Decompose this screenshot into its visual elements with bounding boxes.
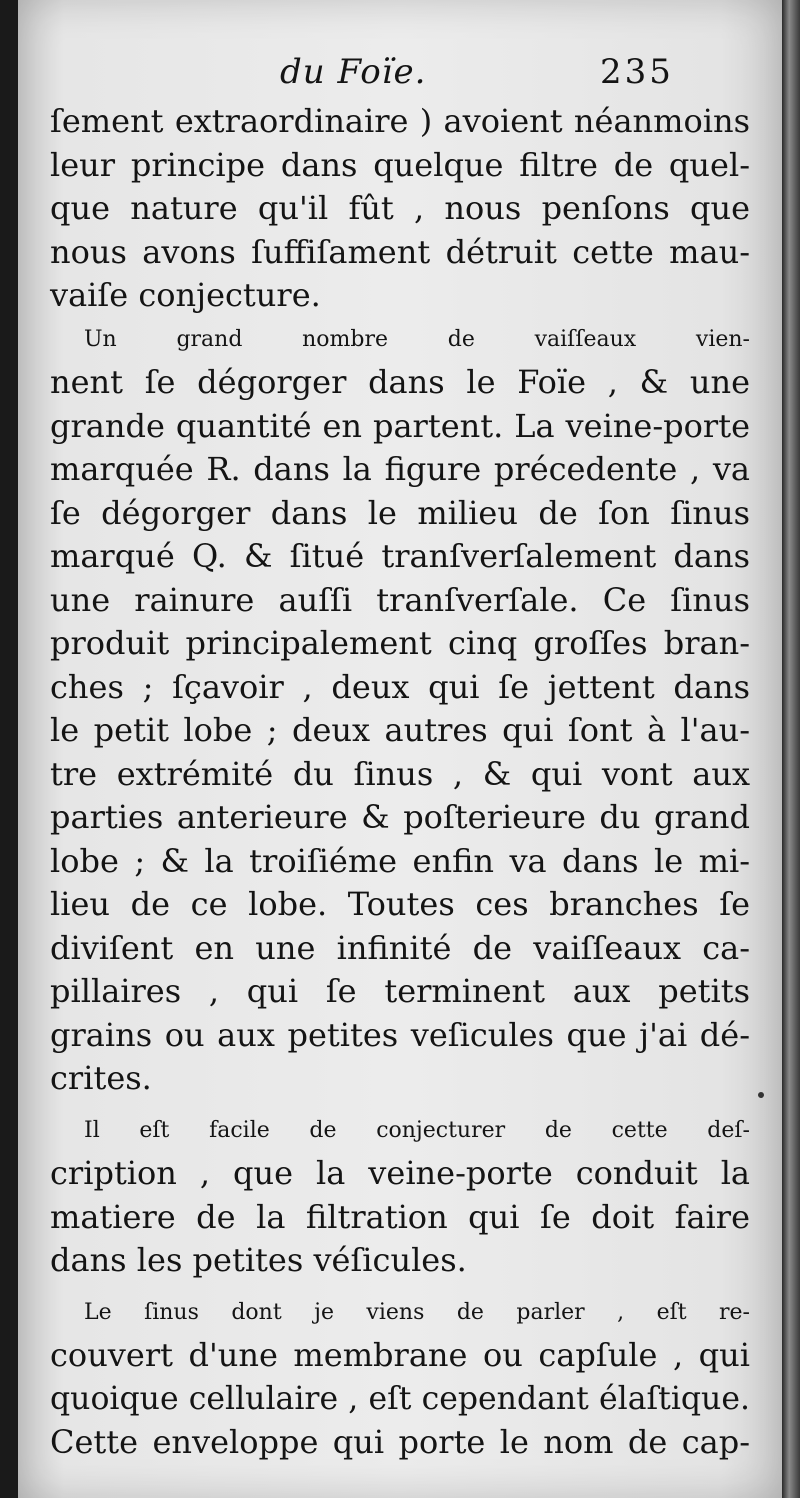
book-page	[18, 0, 782, 1498]
text-line: lieu de ce lobe. Toutes ces branches ſe	[50, 885, 750, 923]
text-line: lobe ; & la troiſiéme enfin va dans le mi-	[50, 841, 750, 880]
text-line: matiere de la filtration qui ſe doit faire	[50, 1197, 750, 1236]
ink-speck	[758, 1092, 764, 1098]
running-title: du Foïe.	[280, 52, 427, 92]
text-line: pillaires , qui ſe terminent aux petits	[50, 972, 750, 1010]
text-line: nous avons ſuffiſament détruit cette mau-	[50, 232, 750, 271]
paragraph	[50, 318, 750, 1101]
text-line: que nature qu'il fût , nous penſons que	[50, 189, 750, 227]
text-line: marquée R. dans la figure précedente , va	[50, 450, 750, 488]
text-line: vaiſe conjecture.	[50, 276, 321, 314]
text-line: grains ou aux petites veſicules que j'ai dé-	[50, 1015, 750, 1054]
text-line: Un grand nombre de vaiſſeaux vien-	[84, 326, 750, 352]
text-line: diviſent en une infinité de vaiſſeaux ca-	[50, 928, 750, 967]
text-line: le petit lobe ; deux autres qui ſont à l'au-	[50, 711, 750, 749]
text-line: ches ; ſçavoir , deux qui ſe jettent dans	[50, 667, 750, 706]
page-header	[18, 52, 782, 102]
text-line: Le ſinus dont je viens de parler , eſt re-	[84, 1299, 750, 1325]
page-number: 235	[600, 52, 674, 92]
text-line: grande quantité en partent. La veine-porte	[50, 406, 750, 445]
text-line: marqué Q. & ſitué tranſverſalement dans	[50, 537, 750, 575]
text-line: dans les petites véſicules.	[50, 1241, 467, 1279]
text-line: une rainure auſſi tranſverſale. Ce ſinus	[50, 580, 750, 619]
text-line: nent ſe dégorger dans le Foïe , & une	[50, 363, 750, 401]
page-edge	[782, 0, 800, 1498]
paragraph	[50, 100, 750, 318]
paragraph	[50, 1109, 750, 1283]
text-line: leur principe dans quelque filtre de quel-	[50, 145, 750, 184]
text-line: Il eſt facile de conjecturer de cette deſ-	[84, 1117, 750, 1143]
text-line: Cette enveloppe qui porte le nom de cap-	[50, 1423, 750, 1461]
body-text	[50, 100, 750, 1465]
text-line: quoique cellulaire , eſt cependant élaſtique.	[50, 1380, 750, 1417]
text-line: parties anterieure & poſterieure du grand	[50, 798, 750, 836]
text-line: ſement extraordinaire ) avoient néanmoins	[50, 102, 750, 140]
text-line: couvert d'une membrane ou capſule , qui	[50, 1336, 750, 1374]
text-line: produit principalement cinq groſſes bran-	[50, 624, 750, 662]
text-line: cription , que la veine-porte conduit la	[50, 1154, 750, 1192]
text-line: ſe dégorger dans le milieu de ſon ſinus	[50, 493, 750, 532]
text-line: tre extrémité du ſinus , & qui vont aux	[50, 754, 750, 793]
paragraph	[50, 1291, 750, 1465]
text-line: crites.	[50, 1059, 152, 1097]
